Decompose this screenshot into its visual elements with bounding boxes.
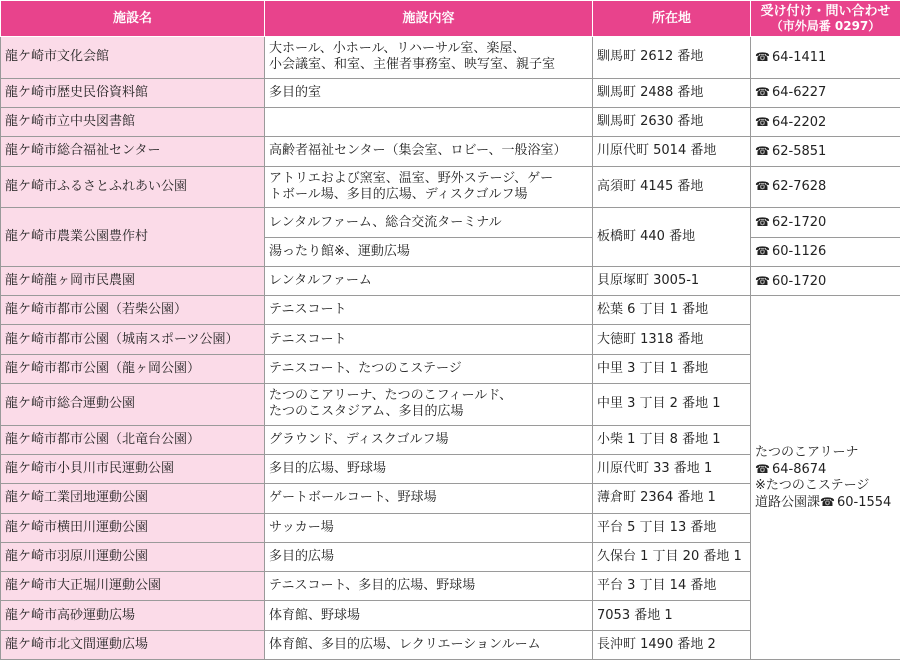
shared-contact xyxy=(751,296,900,660)
telephone-icon: ☎ xyxy=(755,49,770,64)
phone-number: 64-2202 xyxy=(772,114,827,130)
phone-number: 64-1411 xyxy=(772,49,827,65)
facility-name: 龍ケ崎工業団地運動公園 xyxy=(1,484,265,513)
content-line: 小会議室、和室、主催者事務室、映写室、親子室 xyxy=(269,57,556,73)
table-row xyxy=(1,37,900,79)
facility-content xyxy=(265,166,593,208)
facility-name: 龍ケ崎市都市公園（城南スポーツ公園） xyxy=(1,325,265,354)
facility-name: 龍ケ崎市ふるさとふれあい公園 xyxy=(1,166,265,208)
facility-content: レンタルファーム xyxy=(265,266,593,295)
table-row xyxy=(1,108,900,137)
facility-name: 龍ケ崎市都市公園（若柴公園） xyxy=(1,296,265,325)
facility-name: 龍ケ崎龍ヶ岡市民農園 xyxy=(1,266,265,295)
facility-content: テニスコート xyxy=(265,325,593,354)
facility-contact xyxy=(751,137,900,166)
header-address: 所在地 xyxy=(593,1,751,37)
facility-content: 湯ったり館※、運動広場 xyxy=(265,237,593,266)
content-line: たつのこアリーナ、たつのこフィールド、 xyxy=(269,388,513,404)
facility-content: 多目的広場 xyxy=(265,542,593,571)
facility-name: 龍ケ崎市北文間運動広場 xyxy=(1,630,265,659)
shared-contact-note2 xyxy=(755,494,896,511)
phone-number: 62-7628 xyxy=(772,179,827,195)
facility-address: 松葉 6 丁目 1 番地 xyxy=(593,296,751,325)
table-row xyxy=(1,137,900,166)
phone-number: 62-1720 xyxy=(772,215,827,231)
facility-content: サッカー場 xyxy=(265,513,593,542)
facility-name: 龍ケ崎市総合運動公園 xyxy=(1,383,265,425)
facility-name: 龍ケ崎市羽原川運動公園 xyxy=(1,542,265,571)
phone-number: 64-8674 xyxy=(772,461,827,477)
facility-name: 龍ケ崎市都市公園（龍ヶ岡公園） xyxy=(1,354,265,383)
telephone-icon: ☎ xyxy=(755,143,770,158)
phone-number: 60-1126 xyxy=(772,244,827,260)
table-row xyxy=(1,208,900,237)
facility-contact xyxy=(751,208,900,237)
facility-name: 龍ケ崎市立中央図書館 xyxy=(1,108,265,137)
table-row xyxy=(1,296,900,325)
table-row xyxy=(1,166,900,208)
header-contact-title: 受け付け・問い合わせ xyxy=(760,3,891,19)
phone-number: 64-6227 xyxy=(772,85,827,101)
facility-content: 体育館、多目的広場、レクリエーションルーム xyxy=(265,630,593,659)
shared-contact-note: ※たつのこステージ xyxy=(755,477,870,493)
phone-number: 62-5851 xyxy=(772,143,827,159)
facility-address: 小柴 1 丁目 8 番地 1 xyxy=(593,425,751,454)
telephone-icon: ☎ xyxy=(755,215,770,230)
facility-content xyxy=(265,37,593,79)
content-line: トボール場、多目的広場、ディスクゴルフ場 xyxy=(269,186,528,202)
telephone-icon: ☎ xyxy=(755,244,770,259)
facility-address: 中里 3 丁目 1 番地 xyxy=(593,354,751,383)
telephone-icon: ☎ xyxy=(820,494,835,509)
facility-contact xyxy=(751,266,900,295)
facility-content: ゲートボールコート、野球場 xyxy=(265,484,593,513)
facility-contact xyxy=(751,237,900,266)
header-content: 施設内容 xyxy=(265,1,593,37)
header-contact xyxy=(751,1,900,37)
facility-name: 龍ケ崎市横田川運動公園 xyxy=(1,513,265,542)
facility-content xyxy=(265,383,593,425)
facility-address: 薄倉町 2364 番地 1 xyxy=(593,484,751,513)
shared-contact-phone-line xyxy=(755,461,896,478)
facility-address: 高須町 4145 番地 xyxy=(593,166,751,208)
facility-name: 龍ケ崎市文化会館 xyxy=(1,37,265,79)
facility-contact xyxy=(751,166,900,208)
facility-contact xyxy=(751,108,900,137)
facility-content: 高齢者福祉センター（集会室、ロビー、一般浴室） xyxy=(265,137,593,166)
header-row xyxy=(1,1,900,37)
facility-address: 久保台 1 丁目 20 番地 1 xyxy=(593,542,751,571)
facility-address: 馴馬町 2488 番地 xyxy=(593,78,751,107)
facility-address: 馴馬町 2612 番地 xyxy=(593,37,751,79)
facility-address: 馴馬町 2630 番地 xyxy=(593,108,751,137)
facility-address: 7053 番地 1 xyxy=(593,601,751,630)
telephone-icon: ☎ xyxy=(755,85,770,100)
facility-address: 川原代町 5014 番地 xyxy=(593,137,751,166)
content-line: アトリエおよび窯室、温室、野外ステージ、ゲー xyxy=(269,170,554,186)
facility-address: 川原代町 33 番地 1 xyxy=(593,455,751,484)
header-name: 施設名 xyxy=(1,1,265,37)
telephone-icon: ☎ xyxy=(755,179,770,194)
facility-content: レンタルファーム、総合交流ターミナル xyxy=(265,208,593,237)
facility-address: 貝原塚町 3005-1 xyxy=(593,266,751,295)
facility-name: 龍ケ崎市大正堀川運動公園 xyxy=(1,572,265,601)
facility-content: 多目的室 xyxy=(265,78,593,107)
facility-address: 平台 5 丁目 13 番地 xyxy=(593,513,751,542)
facility-contact xyxy=(751,37,900,79)
facility-name: 龍ケ崎市歴史民俗資料館 xyxy=(1,78,265,107)
shared-contact-name: たつのこアリーナ xyxy=(755,444,859,460)
facility-name: 龍ケ崎市総合福祉センター xyxy=(1,137,265,166)
table-row xyxy=(1,78,900,107)
facility-content xyxy=(265,108,593,137)
facility-content: テニスコート、たつのこステージ xyxy=(265,354,593,383)
facility-content: グラウンド、ディスクゴルフ場 xyxy=(265,425,593,454)
header-contact-area-code: （市外局番 0297） xyxy=(770,18,881,33)
facility-content: テニスコート xyxy=(265,296,593,325)
table-row xyxy=(1,266,900,295)
facility-content: 体育館、野球場 xyxy=(265,601,593,630)
facility-contact xyxy=(751,78,900,107)
telephone-icon: ☎ xyxy=(755,461,770,476)
facility-address: 板橋町 440 番地 xyxy=(593,208,751,267)
phone-number: 60-1554 xyxy=(837,494,892,510)
content-line: たつのこスタジアム、多目的広場 xyxy=(269,404,464,420)
facility-content: 多目的広場、野球場 xyxy=(265,455,593,484)
facility-content: テニスコート、多目的広場、野球場 xyxy=(265,572,593,601)
telephone-icon: ☎ xyxy=(755,114,770,129)
facility-name: 龍ケ崎市農業公園豊作村 xyxy=(1,208,265,267)
facility-name: 龍ケ崎市高砂運動広場 xyxy=(1,601,265,630)
facility-name: 龍ケ崎市小貝川市民運動公園 xyxy=(1,455,265,484)
note2-label: 道路公園課 xyxy=(755,494,821,510)
facility-name: 龍ケ崎市都市公園（北竜台公園） xyxy=(1,425,265,454)
content-line: 大ホール、小ホール、リハーサル室、楽屋、 xyxy=(269,41,526,57)
facility-address: 平台 3 丁目 14 番地 xyxy=(593,572,751,601)
facility-address: 中里 3 丁目 2 番地 1 xyxy=(593,383,751,425)
telephone-icon: ☎ xyxy=(755,273,770,288)
phone-number: 60-1720 xyxy=(772,273,827,289)
facility-address: 長沖町 1490 番地 2 xyxy=(593,630,751,659)
facility-address: 大徳町 1318 番地 xyxy=(593,325,751,354)
